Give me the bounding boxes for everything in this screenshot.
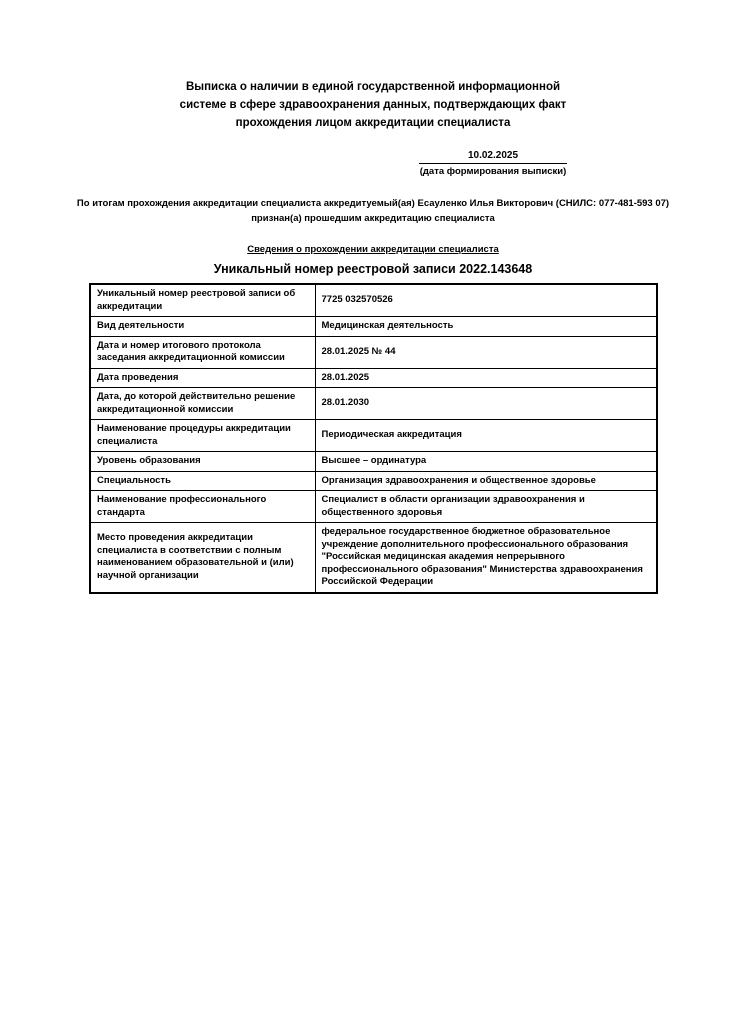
row-label: Вид деятельности: [90, 317, 315, 337]
extract-date: 10.02.2025: [419, 150, 567, 164]
row-label: Уровень образования: [90, 452, 315, 472]
extract-date-caption: (дата формирования выписки): [419, 166, 567, 177]
row-label: Специальность: [90, 471, 315, 491]
row-label: Наименование профессионального стандарта: [90, 491, 315, 523]
row-value: Специалист в области организации здравоохранения и общественного здоровья: [315, 491, 657, 523]
row-label: Место проведения аккредитации специалиста в соответствии с полным наименованием образовательной и (или) научной организации: [90, 523, 315, 593]
document-title-line: Выписка о наличии в единой государственной информационной: [185, 81, 561, 93]
row-label: Уникальный номер реестровой записи об аккредитации: [90, 284, 315, 317]
document-title-line: системе в сфере здравоохранения данных, подтверждающих факт: [179, 99, 567, 111]
document-title: [0, 0, 746, 132]
table-row: [90, 523, 657, 593]
table-row: [90, 471, 657, 491]
row-value: 7725 032570526: [315, 284, 657, 317]
intro-paragraph: По итогам прохождения аккредитации специалиста аккредитуемый(ая) Есауленко Илья Викторович (СНИЛС: 077-481-593 07) признан(а) прошедшим аккредитацию специалиста: [76, 198, 670, 224]
row-value: Организация здравоохранения и общественное здоровье: [315, 471, 657, 491]
row-value: 28.01.2030: [315, 388, 657, 420]
row-value: федеральное государственное бюджетное образовательное учреждение дополнительного профессионального образования "Российская медицинская академия непрерывного профессионального образования" Министерства здравоохранения Российской Федерации: [315, 523, 657, 593]
table-row: [90, 368, 657, 388]
table-row: [90, 452, 657, 472]
row-value: 28.01.2025 № 44: [315, 336, 657, 368]
table-row: [90, 284, 657, 317]
table-row: [90, 336, 657, 368]
extract-date-block: [419, 150, 567, 177]
table-row: [90, 420, 657, 452]
table-row: [90, 491, 657, 523]
document-title-line: прохождения лицом аккредитации специалиста: [235, 117, 511, 129]
row-value: Медицинская деятельность: [315, 317, 657, 337]
row-label: Дата и номер итогового протокола заседания аккредитационной комиссии: [90, 336, 315, 368]
row-label: Дата, до которой действительно решение аккредитационной комиссии: [90, 388, 315, 420]
row-value: 28.01.2025: [315, 368, 657, 388]
row-value: Периодическая аккредитация: [315, 420, 657, 452]
row-value: Высшее – ординатура: [315, 452, 657, 472]
accreditation-table-body: [90, 284, 657, 593]
table-row: [90, 388, 657, 420]
accreditation-table: [89, 283, 658, 594]
table-row: [90, 317, 657, 337]
section-heading: Сведения о прохождении аккредитации специалиста: [247, 244, 499, 255]
row-label: Дата проведения: [90, 368, 315, 388]
row-label: Наименование процедуры аккредитации специалиста: [90, 420, 315, 452]
registry-number-heading: Уникальный номер реестровой записи 2022.143648: [213, 262, 533, 276]
